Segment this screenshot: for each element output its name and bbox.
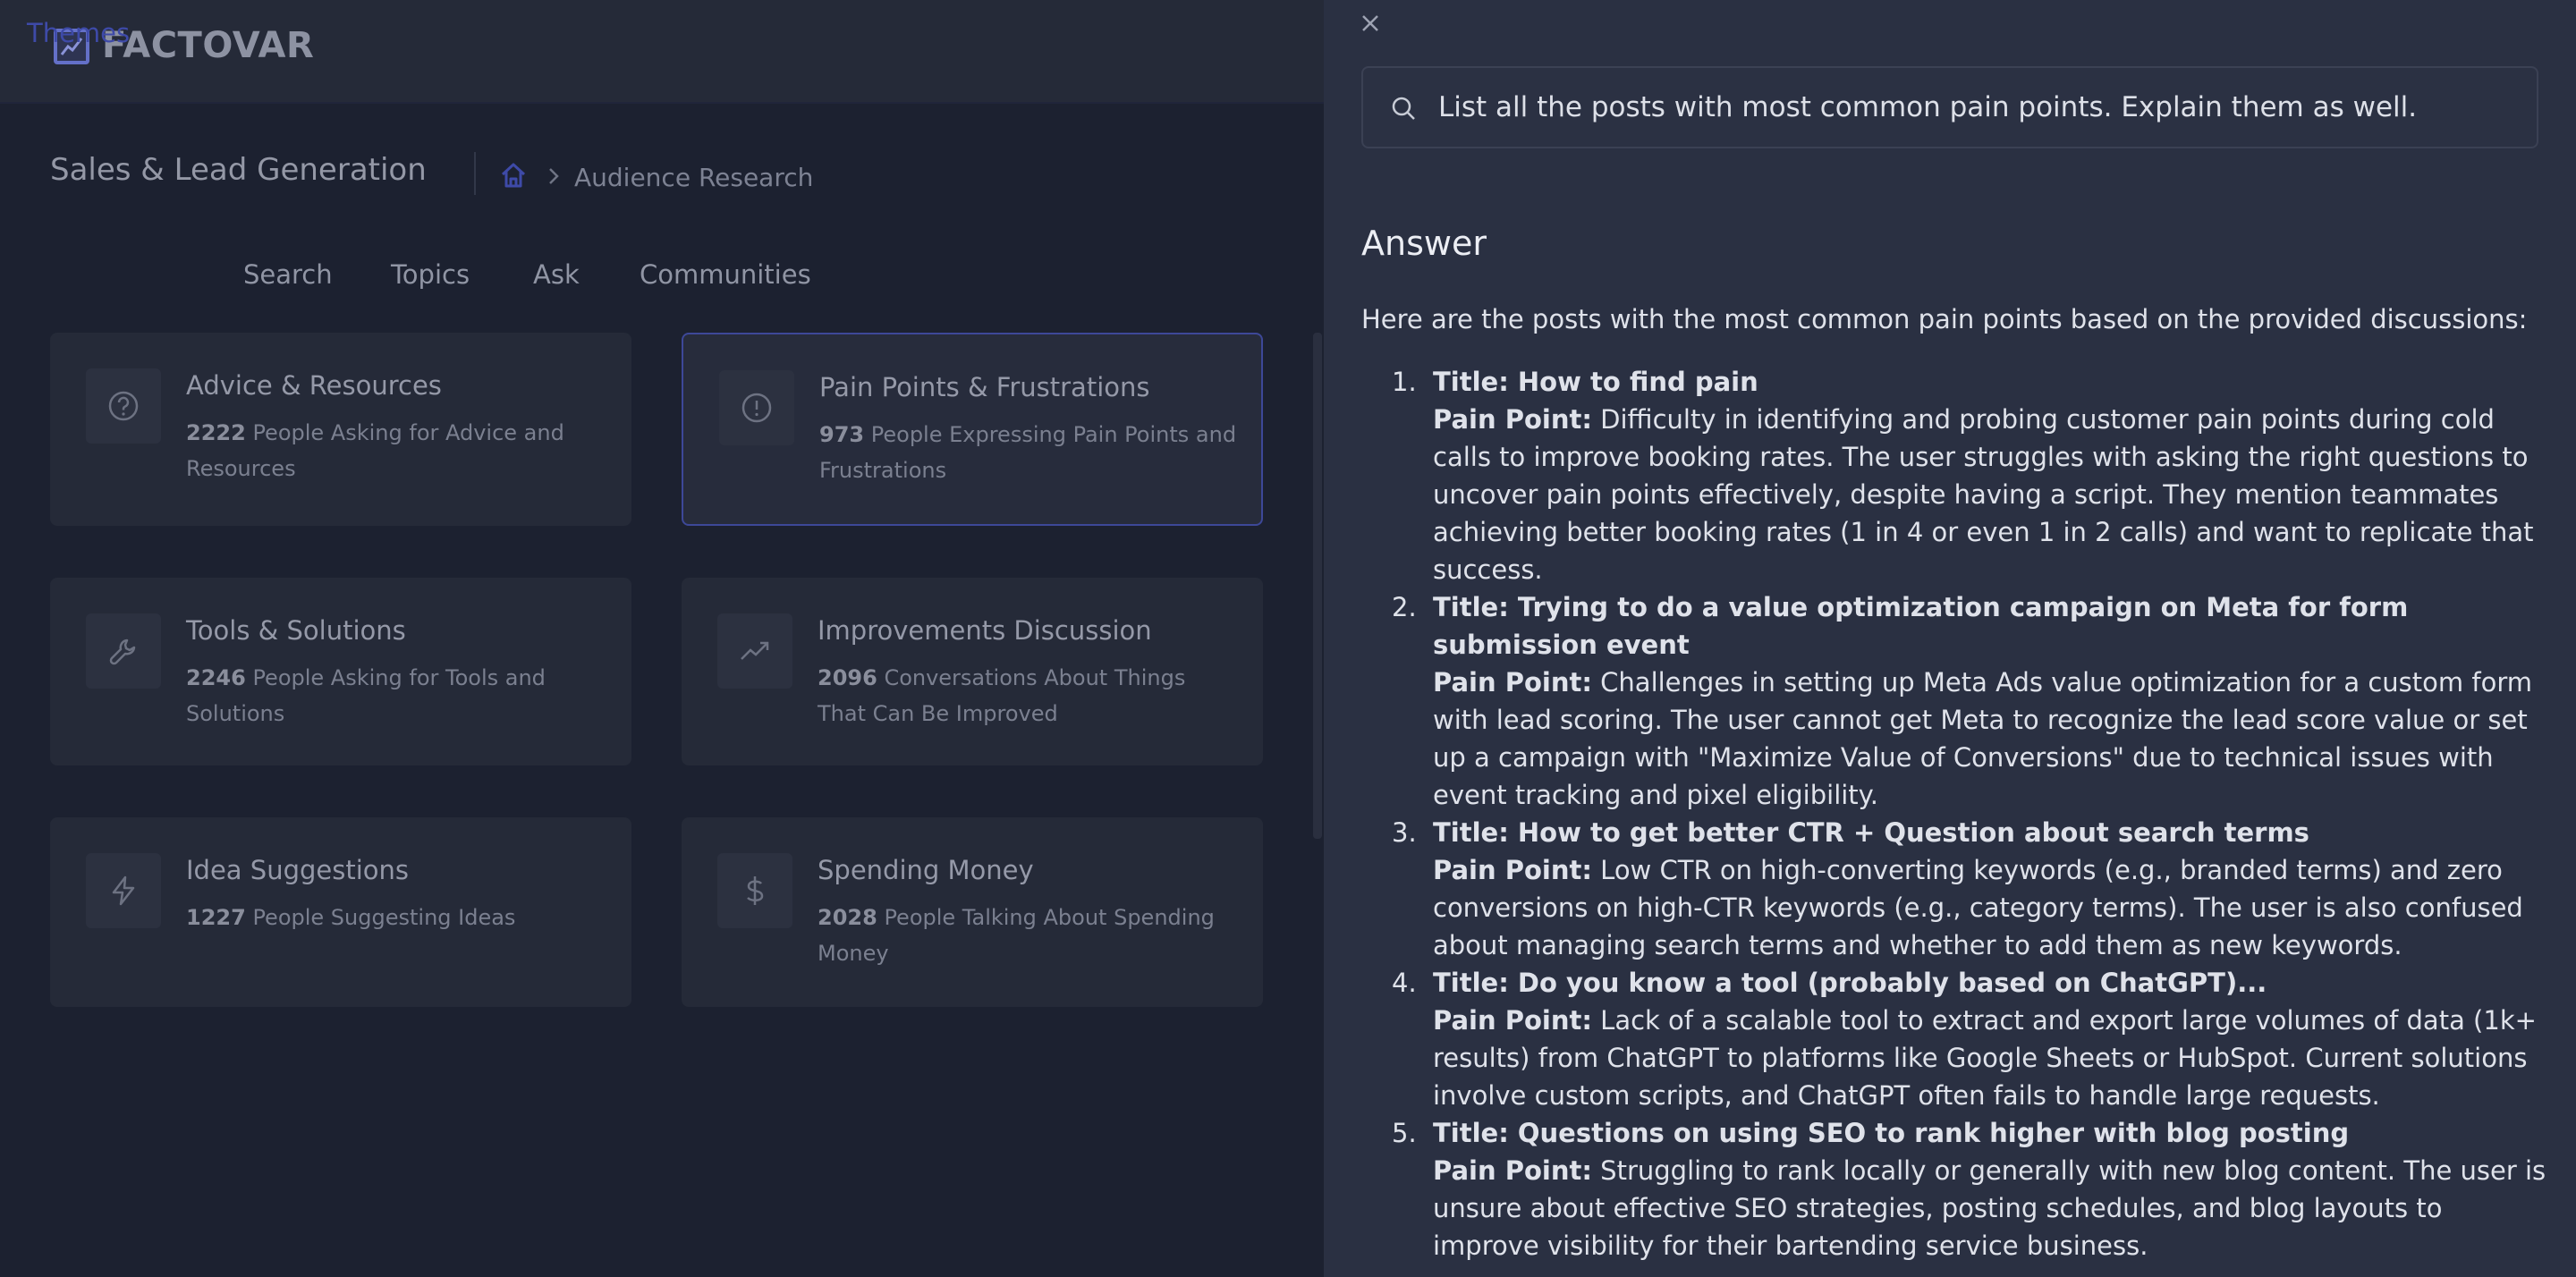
close-icon[interactable] [1358,11,1383,36]
answer-list [1392,363,2551,1264]
pain-point-text: Struggling to rank locally or generally with new blog content. The user is unsure about effective SEO strategies, posting schedules, and blog layouts to improve visibility for their bartending service business. [1433,1155,2546,1261]
card-description: 2222 People Asking for Advice and Resources [186,420,564,481]
query-input[interactable] [1361,66,2538,148]
theme-card-ideas[interactable] [50,817,631,1007]
pain-point-text: Lack of a scalable tool to extract and export large volumes of data (1k+ results) from ChatGPT to platforms like Google Sheets or HubSpot. Current solutions involve custom scripts, and ChatGPT often fails to handle large requests. [1433,1005,2537,1111]
page-title: Sales & Lead Generation [50,152,427,188]
card-description: 973 People Expressing Pain Points and Frustrations [819,422,1237,483]
tab-search[interactable]: Search [243,259,333,290]
post-title: Title: Do you know a tool (probably based on ChatGPT)... [1433,968,2267,998]
card-description: 2028 People Talking About Spending Money [818,905,1215,966]
pain-point-text: Challenges in setting up Meta Ads value optimization for a custom form with lead scoring. The user cannot get Meta to recognize the lead score value or set up a campaign with "Maximize Value of Conversions" due to technical issues with event tracking and pixel eligibility. [1433,667,2532,810]
post-title: Title: Trying to do a value optimization campaign on Meta for form submission event [1433,592,2409,660]
answer-panel [1324,0,2576,1277]
title-divider [474,152,476,195]
tab-communities[interactable]: Communities [640,259,811,290]
pain-point-text: Difficulty in identifying and probing customer pain points during cold calls to improve booking rates. The user struggles with asking the right questions to uncover pain points effectively, despite having a script. They mention teammates achieving better booking rates (1 in 4 or even 1 in 2 calls) and want to replicate that success. [1433,404,2534,585]
list-item: 1. Title: How to find pain Pain Point: Difficulty in identifying and probing customer pain points during cold calls to improve booking rates. The user struggles with asking the right questions to uncover pain points effectively, despite having a script. They mention teammates achieving better booking rates (1 in 4 or even 1 in 2 calls) and want to replicate that success. [1433,363,2551,588]
card-description: 2246 People Asking for Tools and Solutions [186,665,546,726]
card-title: Pain Points & Frustrations [819,372,1150,402]
theme-card-tools[interactable] [50,578,631,765]
theme-card-advice[interactable] [50,333,631,526]
card-title: Improvements Discussion [818,615,1152,646]
answer-intro: Here are the posts with the most common pain points based on the provided discussions: [1361,304,2528,334]
trending-up-icon [717,613,792,689]
card-title: Idea Suggestions [186,855,410,885]
tab-themes[interactable]: Themes [0,0,161,66]
breadcrumb-current[interactable]: Audience Research [574,163,814,192]
tab-ask[interactable]: Ask [533,259,580,290]
answer-heading: Answer [1361,224,1487,263]
card-title: Tools & Solutions [186,615,406,646]
card-title: Advice & Resources [186,370,442,401]
logo-text: FACTOVAR [102,25,315,66]
dollar-icon [717,853,792,928]
card-description: 2096 Conversations About Things That Can Be Improved [818,665,1186,726]
list-item: 2. Title: Trying to do a value optimization campaign on Meta for form submission event Pain Point: Challenges in setting up Meta Ads value optimization for a custom form with lead scoring. The user cannot get Meta to recognize the lead score value or set up a campaign with "Maximize Value of Conversions" due to technical issues with event tracking and pixel eligibility. [1433,588,2551,814]
card-title: Spending Money [818,855,1034,885]
theme-card-improvements[interactable] [682,578,1263,765]
lightning-icon [86,853,161,928]
query-text: List all the posts with most common pain points. Explain them as well. [1438,91,2418,123]
wrench-icon [86,613,161,689]
post-title: Title: Questions on using SEO to rank higher with blog posting [1433,1118,2350,1148]
chevron-right-icon [546,166,562,190]
alert-circle-icon [719,370,794,445]
post-title: Title: How to find pain [1433,367,1758,397]
search-icon [1390,95,1417,125]
tab-topics[interactable]: Topics [391,259,470,290]
list-item: 5. Title: Questions on using SEO to rank higher with blog posting Pain Point: Struggling to rank locally or generally with new blog content. The user is unsure about effective SEO strategies, posting schedules, and blog layouts to improve visibility for their bartending service business. [1433,1114,2551,1264]
list-item: 4. Title: Do you know a tool (probably based on ChatGPT)... Pain Point: Lack of a scalable tool to extract and export large volumes of data (1k+ results) from ChatGPT to platforms like Google Sheets or HubSpot. Current solutions involve custom scripts, and ChatGPT often fails to handle large requests. [1433,964,2551,1114]
list-item: 3. Title: How to get better CTR + Question about search terms Pain Point: Low CTR on high-converting keywords (e.g., branded terms) and zero conversions on high-CTR keywords (e.g., category terms). The user is also confused about managing search terms and whether to add them as new keywords. [1433,814,2551,964]
question-circle-icon [86,368,161,444]
post-title: Title: How to get better CTR + Question about search terms [1433,817,2309,848]
theme-card-spending[interactable] [682,817,1263,1007]
theme-card-pain-points[interactable] [682,333,1263,526]
card-description: 1227 People Suggesting Ideas [186,905,516,930]
pain-point-text: Low CTR on high-converting keywords (e.g., branded terms) and zero conversions on high-CTR keywords (e.g., category terms). The user is also confused about managing search terms and whether to add them as new keywords. [1433,855,2523,960]
background-scrollbar [1313,333,1322,839]
home-icon[interactable] [499,161,528,193]
top-bar [0,0,1324,104]
